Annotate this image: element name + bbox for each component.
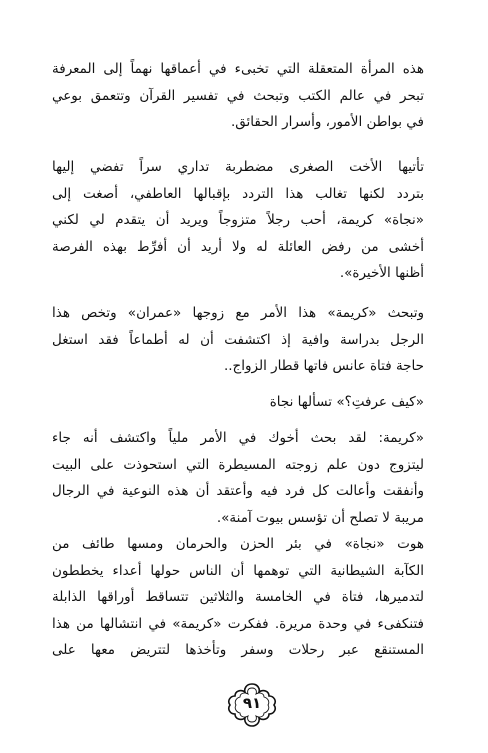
text-line: الرجل بدراسة وافية إذ اكتشفت أن له أطماعاً فقد استغل	[52, 331, 424, 348]
paragraph-6	[52, 531, 424, 664]
text-line: تبحر في عالم الكتب وتبحث في تفسير القرآن وتتعمق بوعي	[52, 87, 424, 104]
text-line: الكآبة الشيطانية التي توهمها أن الناس حولها أعداء يخططون	[52, 562, 424, 579]
text-line: أخشى من رفض العائلة له ولا أريد أن أفرِّط بهذه الفرصة	[52, 238, 424, 255]
text-line: ليتزوج دون علم زوجته المسيطرة التي استحوذت على البيت	[52, 456, 424, 473]
text-line: مريبة لا تصلح أن تؤسس بيوت آمنة».	[216, 509, 424, 526]
text-line: هذه المرأة المتعقلة التي تخبىء في أعماقها نهماً إلى المعرفة	[52, 61, 424, 77]
text-line: فتنكفىء في وحدة مريرة. ففكرت «كريمة» في انتشالها من هذا	[52, 615, 424, 632]
text-line: «كيف عرفتِ؟» تسألها نجاة	[269, 394, 424, 410]
paragraph-5	[52, 425, 424, 531]
text-line: أظنها الأخيرة».	[339, 265, 424, 281]
text-line: بتردد لكنها تغالب هذا التردد بإقبالها العاطفي، أصغت إلى	[52, 185, 424, 202]
text-line: وأنفقت وأعالت كل فرد فيه وأعتقد أن هذه النوعية في الرجال	[52, 483, 424, 499]
text-line: «نجاة» كريمة، أحب رجلاً متزوجاً ويريد أن يتقدم لي لكني	[52, 212, 424, 228]
text-line: هوت «نجاة» في بئر الحزن والحرمان ومسها طائف من	[52, 536, 424, 552]
text-line: المستنقع عبر رحلات وسفر وتأخذها لتتريض معها على	[52, 642, 424, 658]
text-line: حاجة فتاة عانس فاتها قطار الزواج..	[223, 358, 424, 374]
text-line: تأتيها الأخت الصغرى مضطربة تداري سراً تفضي إليها	[52, 159, 424, 175]
text-line: وتبحث «كريمة» هذا الأمر مع زوجها «عمران» وتخص هذا	[52, 305, 424, 321]
page-number: ٩١	[242, 694, 262, 712]
text-line: لتدميرها، فتاة في الخامسة والثلاثين تتساقط أوراقها الذابلة	[52, 589, 424, 605]
paragraph-3	[52, 300, 424, 380]
paragraph-1	[52, 56, 424, 136]
paragraph-2	[52, 154, 424, 287]
page-number-ornament	[224, 681, 280, 729]
paragraph-4	[52, 389, 424, 416]
text-line: في بواطن الأمور، وأسرار الحقائق.	[230, 114, 424, 130]
text-line: «كريمة: لقد بحث أخوك في الأمر ملياً واكتشف أنه جاء	[52, 430, 424, 446]
